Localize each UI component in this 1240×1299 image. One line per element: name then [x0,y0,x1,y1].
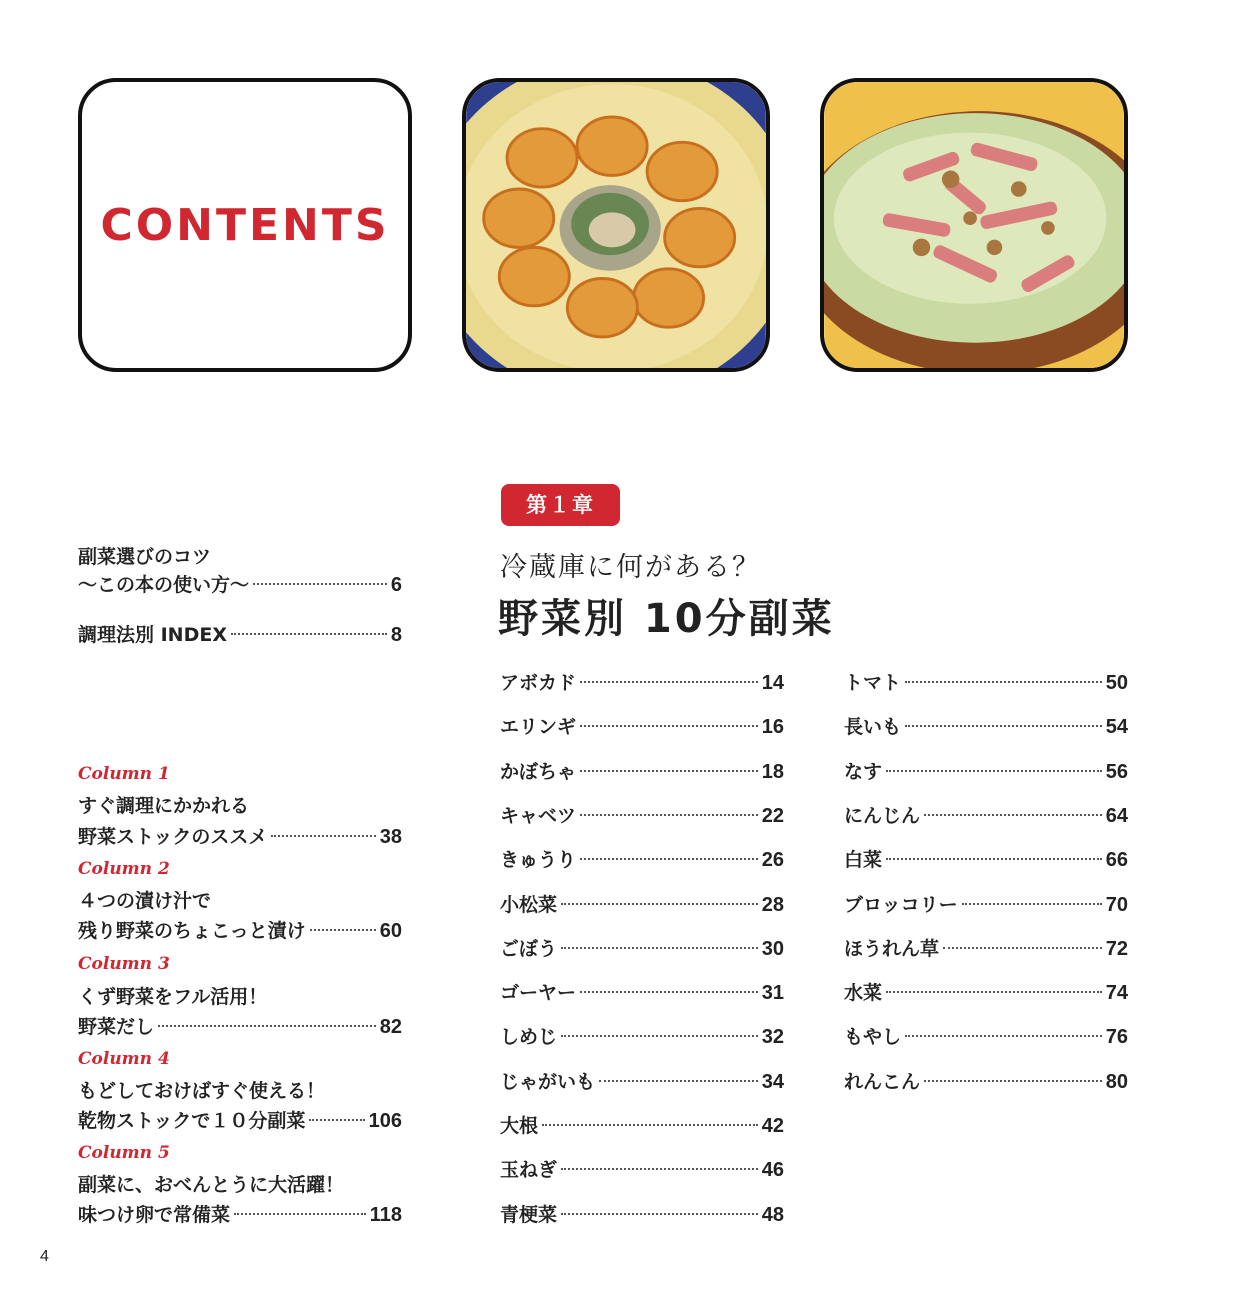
vegetable-page: 74 [1105,982,1128,1004]
vegetable-name: 青梗菜 [500,1204,558,1226]
intro-1-page: 6 [390,574,402,596]
vegetable-entry[interactable] [500,978,784,1005]
vegetable-page: 48 [761,1204,784,1226]
vegetable-page: 16 [761,716,784,738]
leader-dots [561,1035,758,1037]
vegetable-name: 水菜 [844,982,883,1004]
leader-dots [580,725,758,727]
vegetable-name: にんじん [844,805,921,827]
intro-2-line-1: 調理法別 INDEX [78,624,227,646]
chapter-title: 野菜別 10分副菜 [498,596,835,642]
cabbage-bacon-salad-photo [820,78,1128,372]
vegetable-entry[interactable] [500,801,784,828]
vegetable-entry[interactable] [844,712,1128,739]
contents-title-tile [78,78,412,372]
vegetable-page: 64 [1105,805,1128,827]
vegetable-entry[interactable] [844,801,1128,828]
leader-dots [580,858,758,860]
leader-dots [231,633,387,635]
page-number: 4 [40,1248,49,1265]
leader-dots [905,681,1102,683]
vegetable-page: 72 [1105,938,1128,960]
leader-dots [599,1080,758,1082]
vegetable-name: エリンギ [500,716,577,738]
leader-dots [561,1213,758,1215]
vegetable-page: 22 [761,805,784,827]
cabbage-salad-bowl-illustration [824,82,1124,368]
leader-dots [886,858,1102,860]
vegetable-name: キャベツ [500,805,577,827]
chapter-badge: 第１章 [501,484,620,526]
leader-dots [158,1025,376,1027]
column-3-label: Column 3 [78,954,170,974]
column-5-label: Column 5 [78,1143,170,1163]
leader-dots [542,1124,758,1126]
chapter-subtitle: 冷蔵庫に何がある？ [500,552,761,583]
contents-title: CONTENTS [100,200,390,251]
intro-2-page: 8 [390,624,402,646]
leader-dots [886,991,1102,993]
vegetable-entry[interactable] [500,1155,784,1182]
vegetable-entry[interactable] [500,1067,784,1094]
vegetable-name: れんこん [844,1071,921,1093]
column-5-page: 118 [369,1204,402,1226]
vegetable-page: 32 [761,1026,784,1048]
vegetable-entry[interactable] [500,890,784,917]
vegetable-entry[interactable] [500,1111,784,1138]
leader-dots [580,814,758,816]
vegetable-name: なす [844,761,883,783]
leader-dots [886,770,1102,772]
vegetable-page: 54 [1105,716,1128,738]
vegetable-entry[interactable] [500,712,784,739]
leader-dots [580,770,758,772]
vegetable-entry[interactable] [500,1200,784,1227]
vegetable-page: 66 [1105,849,1128,871]
vegetable-name: ゴーヤー [500,982,577,1004]
intro-2-entry[interactable] [78,620,402,647]
vegetable-name: 小松菜 [500,894,558,916]
vegetable-entry[interactable] [844,757,1128,784]
leader-dots [561,947,758,949]
column-4-line-2: 乾物ストックで１０分副菜 [78,1110,306,1132]
vegetable-name: じゃがいも [500,1071,596,1093]
intro-1-entry[interactable] [78,570,402,597]
leader-dots [561,1168,758,1170]
vegetable-page: 28 [761,894,784,916]
vegetable-page: 80 [1105,1071,1128,1093]
vegetable-page: 50 [1105,672,1128,694]
column-5-line-1: 副菜に、おべんとうに大活躍！ [78,1174,345,1196]
vegetable-page: 42 [761,1115,784,1137]
vegetable-entry[interactable] [500,757,784,784]
sweet-potato-dish-photo [462,78,770,372]
vegetable-page: 56 [1105,761,1128,783]
vegetable-name: ごぼう [500,938,558,960]
vegetable-entry[interactable] [844,934,1128,961]
vegetable-name: ブロッコリー [844,894,958,916]
leader-dots [924,814,1102,816]
column-1-line-1: すぐ調理にかかれる [78,795,250,817]
leader-dots [309,1119,364,1121]
column-1-label: Column 1 [78,764,170,784]
vegetable-name: 白菜 [844,849,883,871]
sweet-potato-plate-illustration [466,82,766,368]
vegetable-name: しめじ [500,1026,558,1048]
leader-dots [310,929,376,931]
column-5-line-2: 味つけ卵で常備菜 [78,1204,231,1226]
vegetable-entry[interactable] [844,1022,1128,1049]
vegetable-entry[interactable] [500,845,784,872]
leader-dots [905,1035,1102,1037]
column-2-entry[interactable] [78,916,402,943]
leader-dots [561,903,758,905]
vegetable-page: 14 [761,672,784,694]
vegetable-name: トマト [844,672,902,694]
vegetable-entry[interactable] [500,934,784,961]
vegetable-page: 46 [761,1159,784,1181]
vegetable-page: 31 [761,982,784,1004]
leader-dots [253,583,387,585]
leader-dots [580,681,758,683]
column-2-line-1: ４つの漬け汁で [78,890,212,912]
vegetable-name: 長いも [844,716,902,738]
vegetable-page: 34 [761,1071,784,1093]
vegetable-entry[interactable] [844,978,1128,1005]
leader-dots [271,835,375,837]
leader-dots [962,903,1102,905]
column-3-line-1: くず野菜をフル活用！ [78,986,268,1008]
column-1-line-2: 野菜ストックのススメ [78,826,268,848]
vegetable-entry[interactable] [500,1022,784,1049]
column-2-label: Column 2 [78,859,170,879]
intro-1-line-2: ～この本の使い方～ [78,574,250,596]
column-1-page: 38 [379,826,402,848]
vegetable-name: もやし [844,1026,902,1048]
vegetable-entry[interactable] [844,890,1128,917]
vegetable-entry[interactable] [844,845,1128,872]
vegetable-page: 30 [761,938,784,960]
vegetable-entry[interactable] [500,668,784,695]
leader-dots [234,1213,366,1215]
vegetable-name: かぼちゃ [500,761,577,783]
column-4-label: Column 4 [78,1049,170,1069]
vegetable-name: アボカド [500,672,577,694]
column-4-line-1: もどしておけばすぐ使える！ [78,1080,326,1102]
leader-dots [905,725,1102,727]
vegetable-name: 玉ねぎ [500,1159,558,1181]
leader-dots [943,947,1102,949]
column-5-entry[interactable] [78,1200,402,1227]
vegetable-entry[interactable] [844,668,1128,695]
column-4-entry[interactable] [78,1106,402,1133]
vegetable-page: 18 [761,761,784,783]
column-4-page: 106 [368,1110,402,1132]
leader-dots [924,1080,1102,1082]
column-2-line-2: 残り野菜のちょこっと漬け [78,920,306,942]
column-3-line-2: 野菜だし [78,1016,155,1038]
vegetable-name: きゅうり [500,849,577,871]
vegetable-name: 大根 [500,1115,539,1137]
vegetable-page: 26 [761,849,784,871]
column-2-page: 60 [379,920,402,942]
vegetable-page: 76 [1105,1026,1128,1048]
column-3-entry[interactable] [78,1012,402,1039]
leader-dots [580,991,758,993]
vegetable-page: 70 [1105,894,1128,916]
vegetable-entry[interactable] [844,1067,1128,1094]
intro-1-line-1: 副菜選びのコツ [78,546,212,568]
column-1-entry[interactable] [78,822,402,849]
vegetable-name: ほうれん草 [844,938,940,960]
column-3-page: 82 [379,1016,402,1038]
